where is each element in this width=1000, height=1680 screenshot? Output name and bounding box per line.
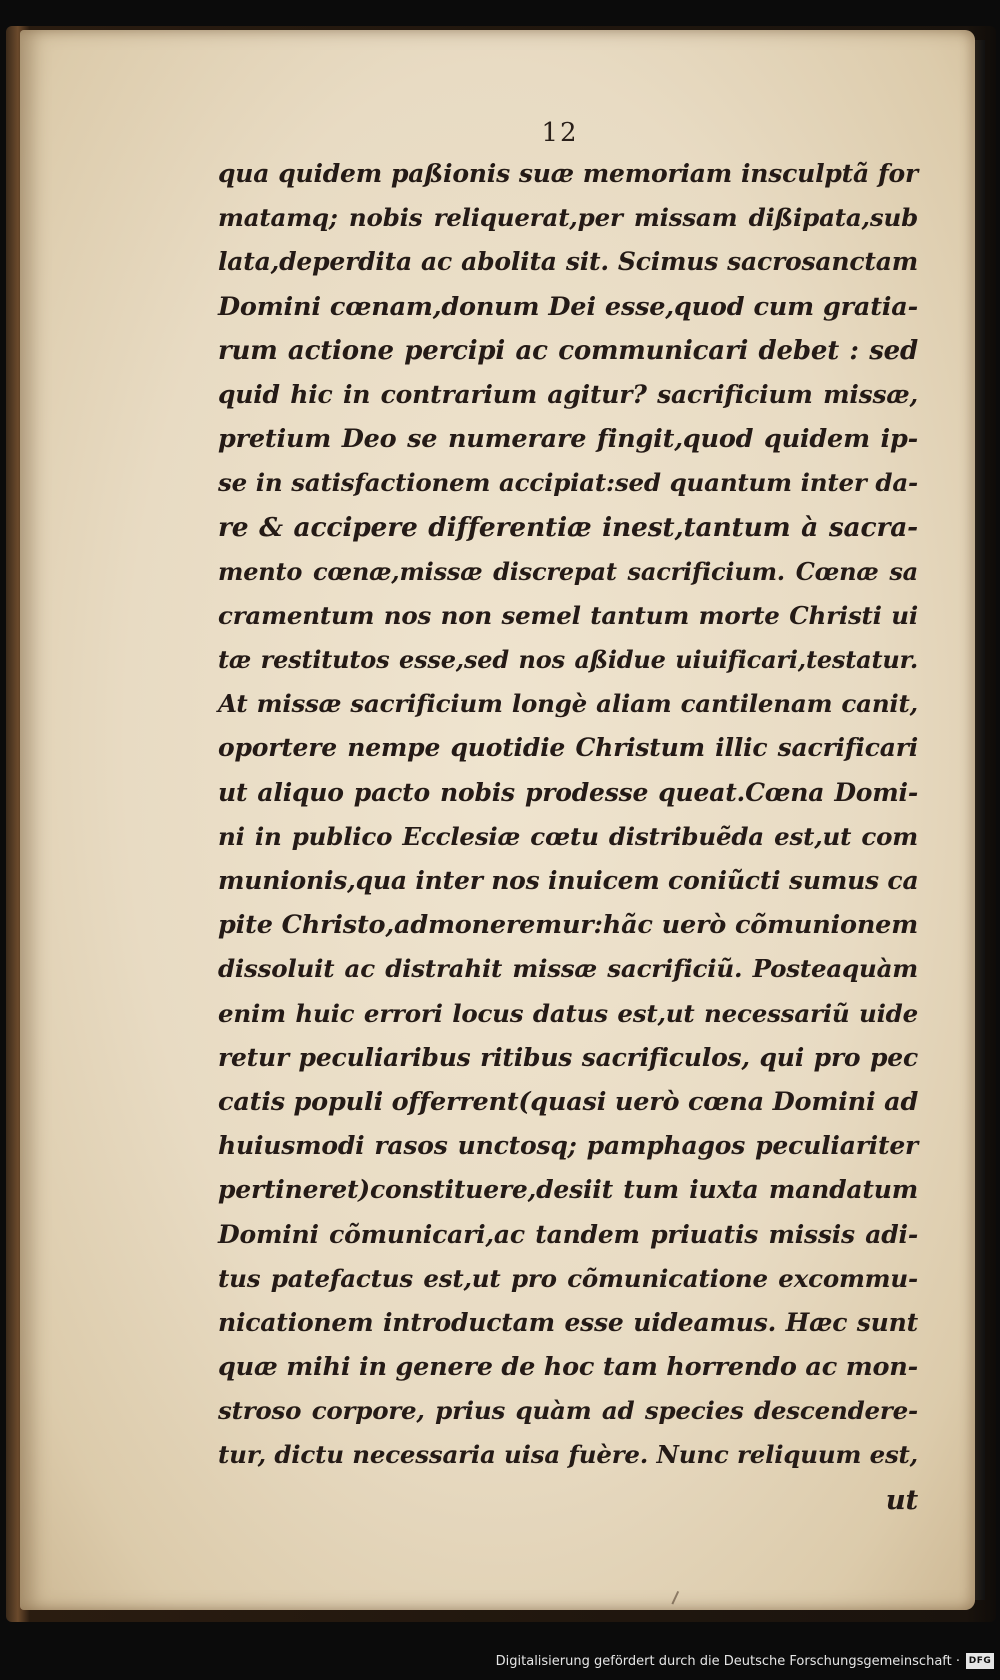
text-line: quæ mihi in genere de hoc tam horrendo ac mon- xyxy=(218,1352,919,1383)
text-line: quid hic in contrarium agitur? sacrificium missæ, xyxy=(218,379,918,409)
text-line: ut aliquo pacto nobis prodesse queat.Cœna Domi- xyxy=(218,777,918,807)
text-line: ni in publico Ecclesiæ cœtu distribuẽda est,ut com xyxy=(218,821,918,851)
digitization-footer xyxy=(496,1648,994,1674)
text-line: Domini cœnam,donum Dei esse,quod cum gratia- xyxy=(218,291,918,322)
text-line: cramentum nos non semel tantum morte Christi ui xyxy=(218,600,918,630)
text-line: oportere nempe quotidie Christum illic sacrificari xyxy=(218,733,918,763)
text-line: re & accipere differentiæ inest,tantum à sacra- xyxy=(218,511,918,543)
text-line: tur, dictu necessaria uisa fuère. Nunc reliquum est, xyxy=(218,1440,918,1470)
text-line: pite Christo,admoneremur:hãc uerò cõmunionem xyxy=(218,910,918,941)
text-line: At missæ sacrificium longè aliam cantilenam canit, xyxy=(218,689,918,719)
text-line: pertineret)constituere,desiit tum iuxta mandatum xyxy=(218,1175,918,1205)
page-text-block xyxy=(218,152,918,1522)
text-line: retur peculiaribus ritibus sacrificulos, qui pro pec xyxy=(218,1042,918,1072)
text-line: mento cœnæ,missæ discrepat sacrificium. Cœnæ sa xyxy=(218,556,918,586)
text-line: pretium Deo se numerare fingit,quod quidem ip- xyxy=(218,424,918,455)
catchword: ut xyxy=(885,1483,918,1516)
dfg-logo-icon: DFG xyxy=(966,1653,994,1669)
text-line: huiusmodi rasos unctosq; pamphagos peculiariter xyxy=(218,1131,918,1161)
text-line: tus patefactus est,ut pro cõmunicatione excommu- xyxy=(218,1263,918,1293)
text-line: stroso corpore, prius quàm ad species descendere- xyxy=(218,1396,918,1426)
text-line: dissoluit ac distrahit missæ sacrificiũ. Posteaquàm xyxy=(218,954,918,984)
footer-credit-text: Digitalisierung gefördert durch die Deutsche Forschungsgemeinschaft · xyxy=(495,1653,960,1669)
text-line: nicationem introductam esse uideamus. Hæc sunt xyxy=(218,1307,918,1337)
text-line: lata,deperdita ac abolita sit. Scimus sacrosanctam xyxy=(218,247,918,277)
text-line: qua quidem paßionis suæ memoriam insculptã for xyxy=(218,159,918,188)
page-number: 12 xyxy=(541,118,579,148)
text-line: tæ restitutos esse,sed nos aßidue uiuificari,testatur. xyxy=(218,645,918,675)
text-line: se in satisfactionem accipiat:sed quantum inter da- xyxy=(218,468,918,498)
text-line: matamq; nobis reliquerat,per missam dißipata,sub xyxy=(218,203,918,233)
text-line: enim huic errori locus datus est,ut necessariũ uide xyxy=(218,998,918,1028)
text-line: munionis,qua inter nos inuicem coniũcti sumus ca xyxy=(218,866,919,895)
text-line: Domini cõmunicari,ac tandem priuatis missis adi- xyxy=(218,1219,918,1249)
text-line: catis populi offerrent(quasi uerò cœna Domini ad xyxy=(218,1086,919,1117)
text-line: rum actione percipi ac communicari debet : sed xyxy=(218,335,918,366)
